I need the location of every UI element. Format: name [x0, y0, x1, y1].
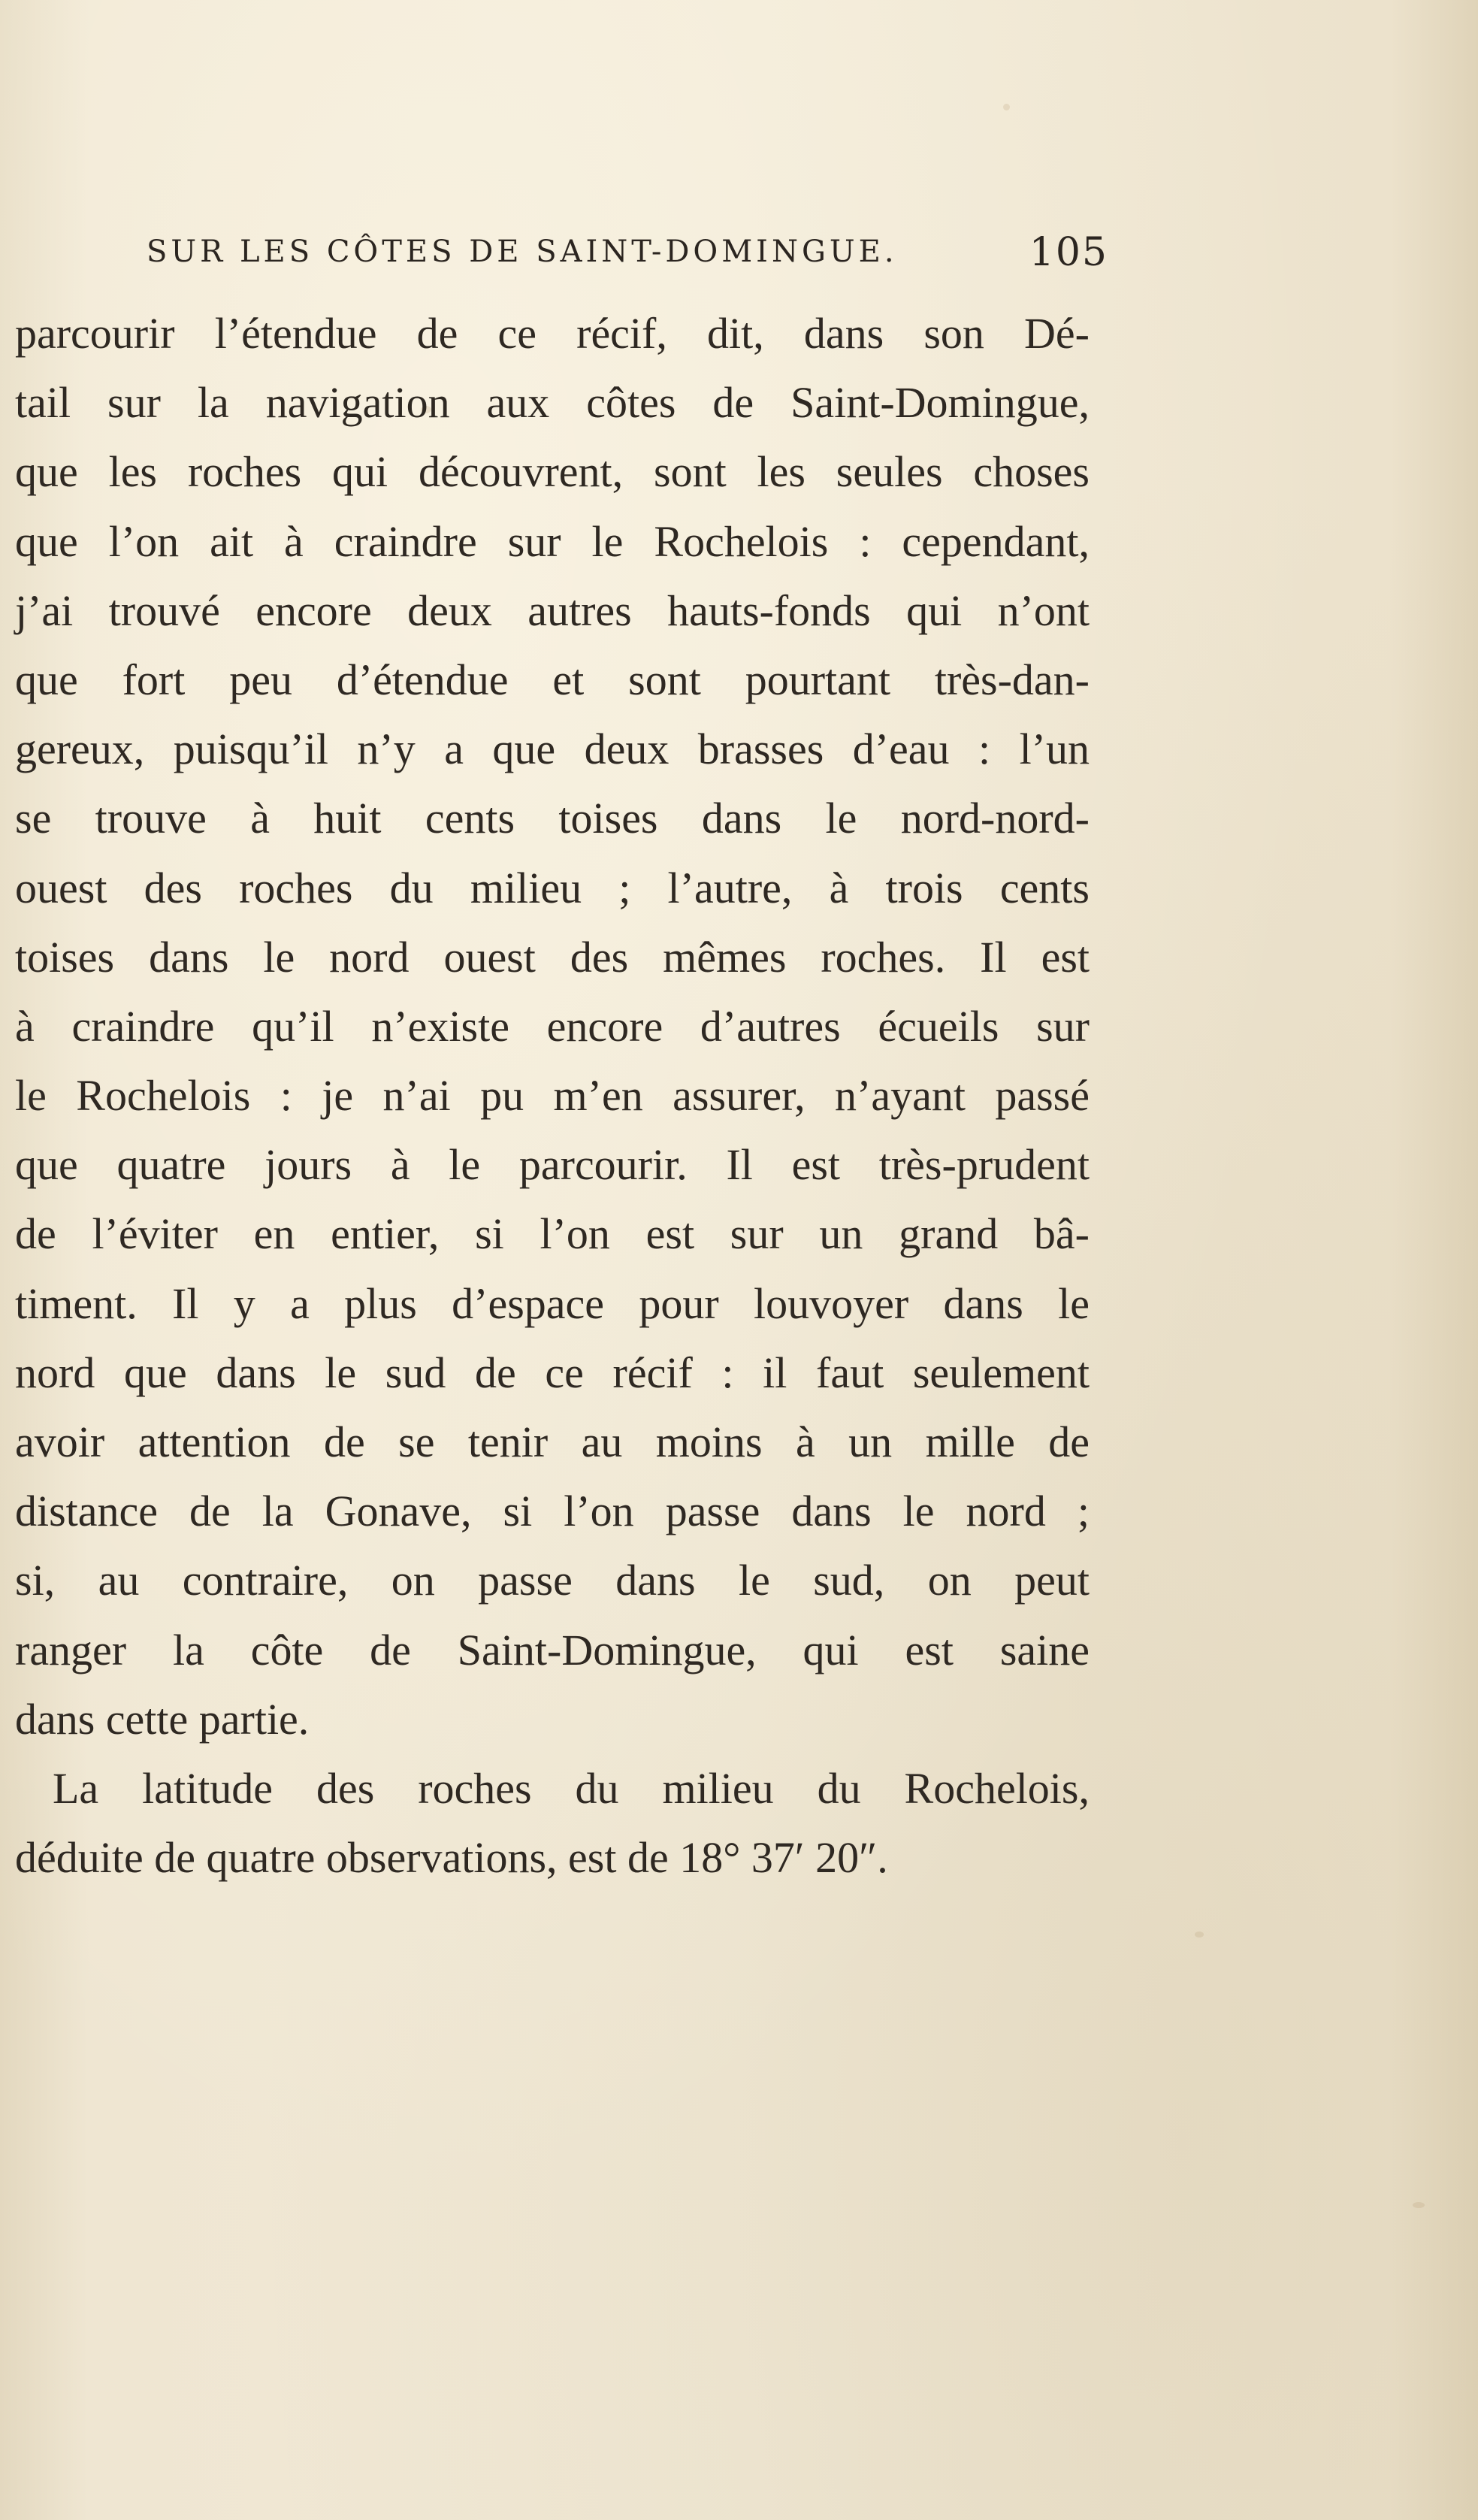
text-line: gereux, puisqu’il n’y a que deux brasses d’eau : l’un	[15, 725, 1090, 774]
text-line: j’ai trouvé encore deux autres hauts-fonds qui n’ont	[15, 585, 1090, 635]
paper-stain	[1413, 2202, 1425, 2208]
text-line: parcourir l’étendue de ce récif, dit, dans son Dé-	[15, 309, 1090, 358]
text-line: tail sur la navigation aux côtes de Saint-Domingue,	[15, 378, 1090, 428]
text-line: que fort peu d’étendue et sont pourtant très-dan-	[15, 655, 1090, 704]
paper-stain	[1195, 1932, 1204, 1938]
running-head: SUR LES CÔTES DE SAINT-DOMINGUE.	[147, 234, 898, 269]
text-line: timent. Il y a plus d’espace pour louvoyer dans le	[15, 1278, 1090, 1328]
text-line: ouest des roches du milieu ; l’autre, à trois cents	[15, 863, 1090, 912]
text-line: nord que dans le sud de ce récif : il faut seulement	[15, 1348, 1090, 1397]
text-line: à craindre qu’il n’existe encore d’autres écueils sur	[15, 1001, 1090, 1051]
text-line: dans cette partie.	[15, 1694, 310, 1744]
text-line: de l’éviter en entier, si l’on est sur un grand bâ-	[15, 1209, 1090, 1259]
body-text	[15, 299, 1090, 1892]
text-line: que l’on ait à craindre sur le Rochelois : cependant,	[15, 516, 1090, 566]
text-line: déduite de quatre observations, est de 18° 37′ 20″.	[15, 1833, 888, 1883]
text-line: si, au contraire, on passe dans le sud, on peut	[15, 1556, 1090, 1605]
paragraph	[15, 299, 1090, 1754]
text-line: La latitude des roches du milieu du Rochelois,	[53, 1763, 1090, 1813]
paper-stain	[1003, 104, 1010, 110]
text-line: avoir attention de se tenir au moins à un mille de	[15, 1417, 1090, 1466]
page-header	[147, 225, 1108, 286]
text-line: que quatre jours à le parcourir. Il est très-prudent	[15, 1140, 1090, 1190]
paragraph	[15, 1754, 1090, 1892]
text-line: toises dans le nord ouest des mêmes roches. Il est	[15, 932, 1090, 982]
text-line: ranger la côte de Saint-Domingue, qui est saine	[15, 1625, 1090, 1674]
page-number: 105	[1029, 230, 1108, 275]
text-line: se trouve à huit cents toises dans le nord-nord-	[15, 794, 1090, 843]
text-line: distance de la Gonave, si l’on passe dans le nord ;	[15, 1487, 1090, 1536]
text-line: le Rochelois : je n’ai pu m’en assurer, n’ayant passé	[15, 1071, 1090, 1121]
text-line: que les roches qui découvrent, sont les seules choses	[15, 447, 1090, 497]
